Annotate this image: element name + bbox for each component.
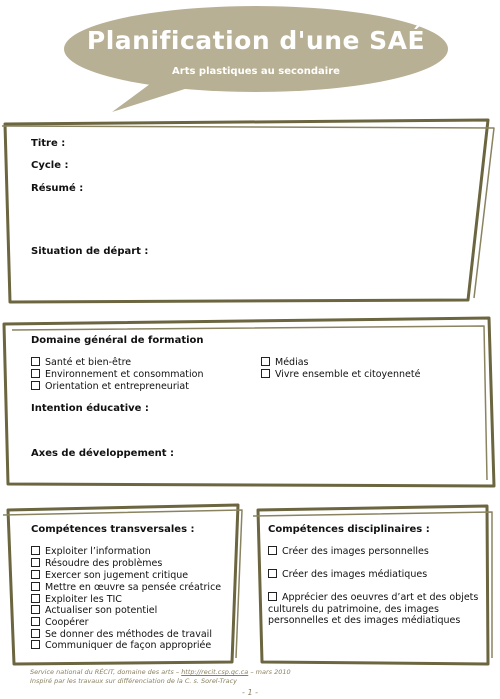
checkbox-orientation[interactable]: Orientation et entrepreneuriat — [31, 381, 189, 392]
checkbox-sante[interactable]: Santé et bien-être — [31, 357, 131, 368]
checkbox-icon — [261, 357, 270, 366]
checkbox-vivre-ensemble[interactable]: Vivre ensemble et citoyenneté — [261, 369, 420, 380]
checkbox-ct-2[interactable]: Résoudre des problèmes — [31, 558, 162, 569]
checkbox-ct-5[interactable]: Exploiter les TIC — [31, 594, 122, 605]
checkbox-icon — [261, 369, 270, 378]
domaine-label: Domaine général de formation — [31, 335, 204, 346]
footer-credit: Service national du RÉCIT, domaine des arts – http://recit.csp.qc.ca – mars 2010 — [30, 668, 291, 676]
footer-link[interactable]: http://recit.csp.qc.ca — [181, 668, 249, 676]
frame-section-1 — [5, 120, 488, 302]
competences-disciplinaires-title: Compétences disciplinaires : — [268, 524, 430, 535]
axes-label: Axes de développement : — [31, 448, 175, 459]
cycle-label: Cycle : — [31, 160, 69, 171]
checkbox-cd-1[interactable]: Créer des images personnelles — [268, 546, 429, 557]
checkbox-ct-9[interactable]: Communiquer de façon appropriée — [31, 640, 211, 651]
checkbox-icon — [268, 569, 277, 578]
situation-label: Situation de départ : — [31, 246, 149, 257]
checkbox-icon — [31, 629, 40, 638]
page-subtitle: Arts plastiques au secondaire — [172, 66, 340, 77]
footer-inspiration: Inspiré par les travaux sur différenciation de la C. s. Sorel-Tracy — [30, 677, 238, 685]
checkbox-icon — [31, 357, 40, 366]
checkbox-environnement[interactable]: Environnement et consommation — [31, 369, 203, 380]
checkbox-icon — [31, 570, 40, 579]
checkbox-icon — [31, 381, 40, 390]
checkbox-ct-1[interactable]: Exploiter l’information — [31, 546, 151, 557]
checkbox-ct-8[interactable]: Se donner des méthodes de travail — [31, 629, 212, 640]
checkbox-cd-3[interactable]: Apprécier des oeuvres d’art et des objets culturels du patrimoine, des images personnelles et des images médiatiques — [268, 592, 479, 626]
checkbox-icon — [31, 582, 40, 591]
checkbox-ct-6[interactable]: Actualiser son potentiel — [31, 605, 157, 616]
checkbox-icon — [31, 558, 40, 567]
page-number: - 1 - — [242, 688, 258, 697]
checkbox-medias[interactable]: Médias — [261, 357, 308, 368]
competences-transversales-title: Compétences transversales : — [31, 524, 195, 535]
page-title: Planification d'une SAÉ — [86, 26, 426, 55]
titre-label: Titre : — [31, 138, 66, 149]
checkbox-icon — [31, 594, 40, 603]
checkbox-ct-3[interactable]: Exercer son jugement critique — [31, 570, 188, 581]
checkbox-icon — [31, 546, 40, 555]
checkbox-icon — [268, 592, 277, 601]
checkbox-ct-4[interactable]: Mettre en œuvre sa pensée créatrice — [31, 582, 221, 593]
checkbox-icon — [31, 369, 40, 378]
checkbox-icon — [31, 640, 40, 649]
checkbox-ct-7[interactable]: Coopérer — [31, 617, 89, 628]
checkbox-icon — [268, 546, 277, 555]
checkbox-icon — [31, 605, 40, 614]
resume-label: Résumé : — [31, 183, 84, 194]
checkbox-cd-2[interactable]: Créer des images médiatiques — [268, 569, 427, 580]
intention-label: Intention éducative : — [31, 403, 149, 414]
checkbox-icon — [31, 617, 40, 626]
